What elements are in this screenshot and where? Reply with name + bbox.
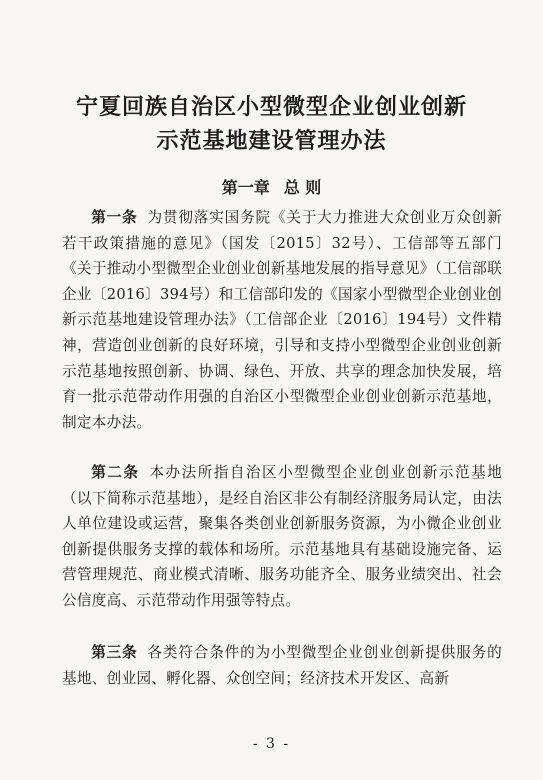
article-2-text: 本办法所指自治区小型微型企业创业创新示范基地（以下简称示范基地），是经自治区非公有制经济服务局认定，由法人单位建设或运营，聚集各类创业创新服务资源，为小微企业创业创新提供服务支撑的载体和场所。示范基地具有基础设施完备、运营管理规范、商业模式清晰、服务功能齐全、服务业绩突出、社会公信度高、示范带动作用强等特点。: [62, 464, 502, 609]
article-3: [62, 640, 502, 691]
article-3-text: 各类符合条件的为小型微型企业创业创新提供服务的基地、创业园、孵化器、众创空间；经济技术开发区、高新: [62, 644, 502, 687]
article-2: [62, 460, 502, 614]
chapter-heading: [0, 177, 543, 199]
chapter-name: 总 则: [283, 178, 322, 197]
article-2-label: 第二条: [91, 464, 140, 481]
page-number: - 3 -: [252, 736, 291, 752]
document-title-line-1: 宁夏回族自治区小型微型企业创业创新: [75, 94, 467, 120]
document-title-line-2: 示范基地建设管理办法: [156, 128, 387, 154]
article-1-text: 为贯彻落实国务院《关于大力推进大众创业万众创新若干政策措施的意见》（国发〔2015〕32号）、工信部等五部门《关于推动小型微型企业创业创新基地发展的指导意见》（工信部联企业〔2016〕394号）和工信部印发的《国家小型微型企业创业创新示范基地建设管理办法》（工信部企业〔2016〕194号）文件精神，营造创业创新的良好环境，引导和支持小型微型企业创业创新示范基地按照创新、协调、绿色、开放、共享的理念加快发展，培育一批示范带动作用强的自治区小型微型企业创业创新示范基地，制定本办法。: [62, 209, 502, 431]
article-1: [62, 205, 502, 435]
article-3-label: 第三条: [91, 644, 138, 661]
article-1-label: 第一条: [91, 209, 138, 226]
chapter-number: 第一章: [221, 178, 270, 197]
